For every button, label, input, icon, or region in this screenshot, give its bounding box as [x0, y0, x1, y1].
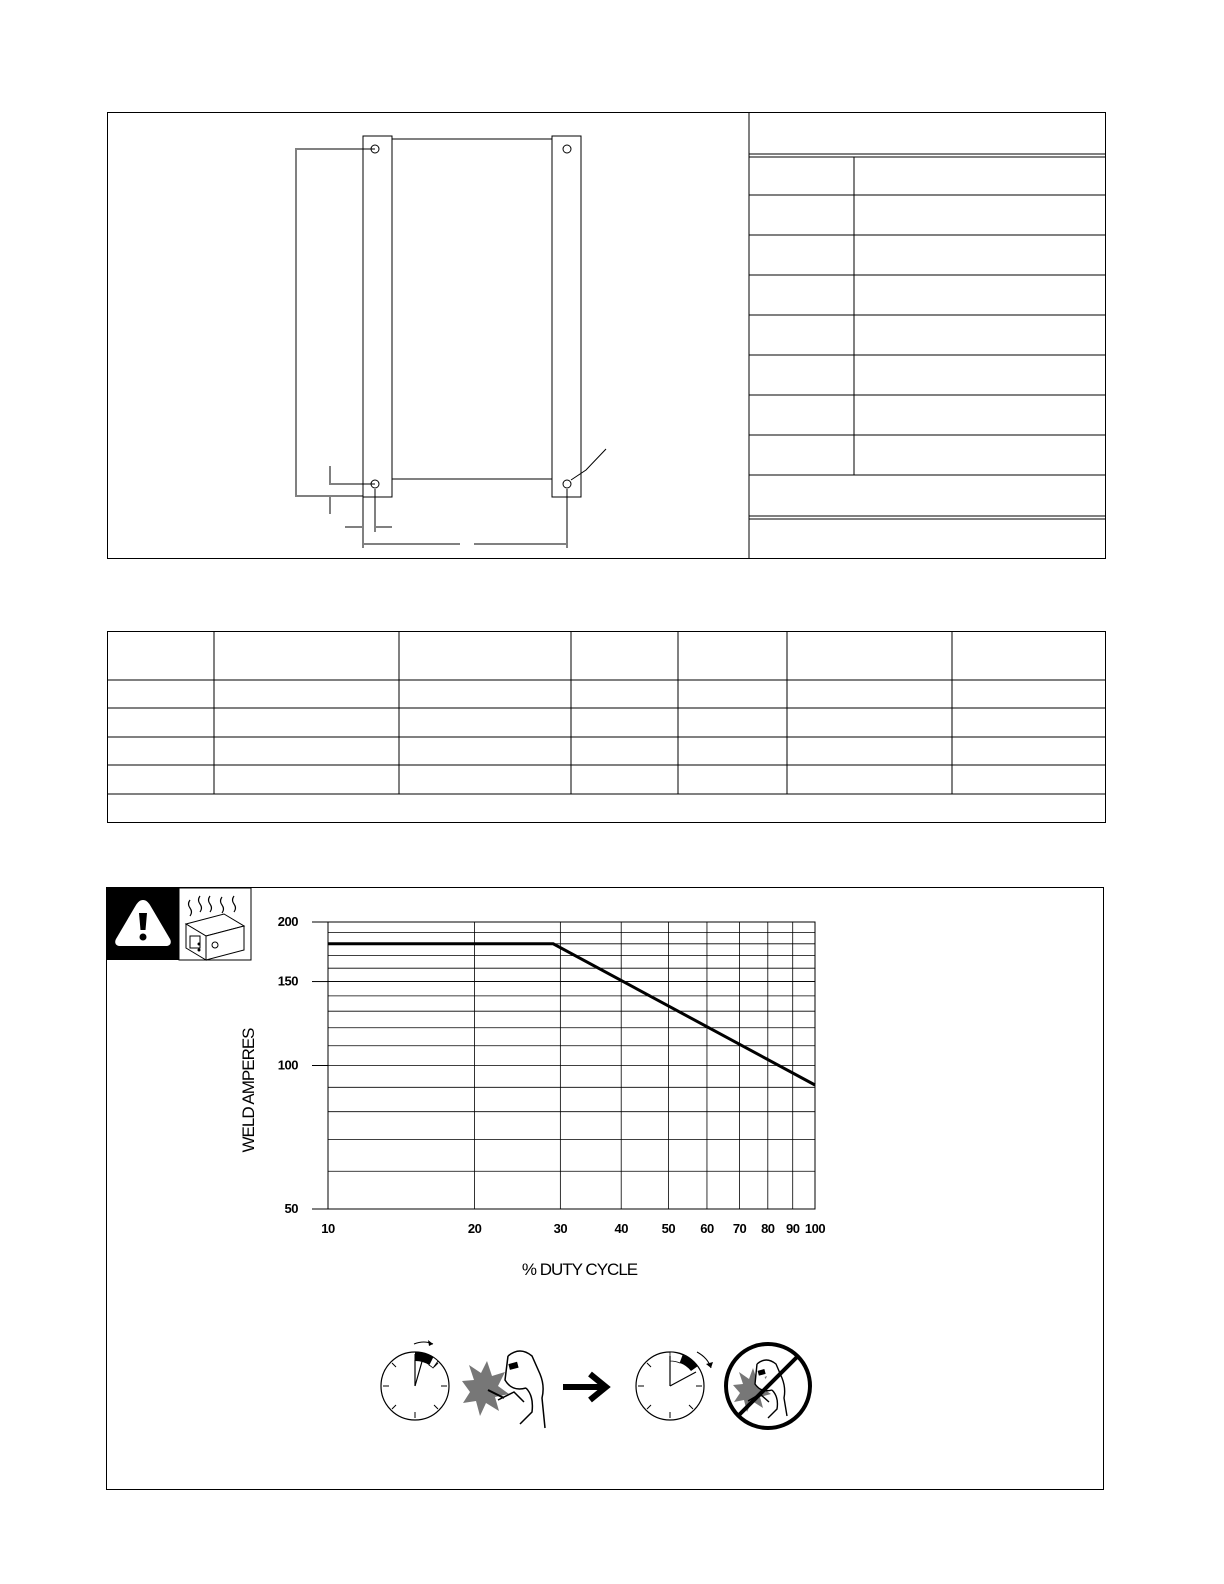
x-tick-label: 30 [553, 1221, 568, 1236]
x-tick-label: 60 [700, 1221, 714, 1236]
clock-weld-icon [381, 1340, 449, 1420]
x-tick-label: 70 [732, 1221, 747, 1236]
x-tick-label: 100 [804, 1221, 826, 1236]
x-tick-label: 20 [467, 1221, 482, 1236]
x-tick-label: 40 [614, 1221, 628, 1236]
y-axis-title: WELD AMPERES [239, 1028, 258, 1153]
clock-rest-icon [636, 1352, 713, 1420]
arrow-right-icon [563, 1374, 606, 1400]
x-tick-label: 90 [785, 1221, 800, 1236]
welder-icon [462, 1351, 545, 1428]
x-tick-label: 10 [321, 1221, 335, 1236]
y-tick-label: 200 [277, 914, 298, 929]
x-tick-label: 50 [661, 1221, 676, 1236]
y-tick-label: 50 [284, 1201, 298, 1216]
no-welding-icon [726, 1344, 810, 1428]
y-tick-label: 100 [277, 1057, 298, 1073]
x-axis-title: % DUTY CYCLE [521, 1260, 638, 1279]
y-tick-label: 150 [277, 973, 298, 989]
x-tick-label: 80 [761, 1221, 775, 1236]
